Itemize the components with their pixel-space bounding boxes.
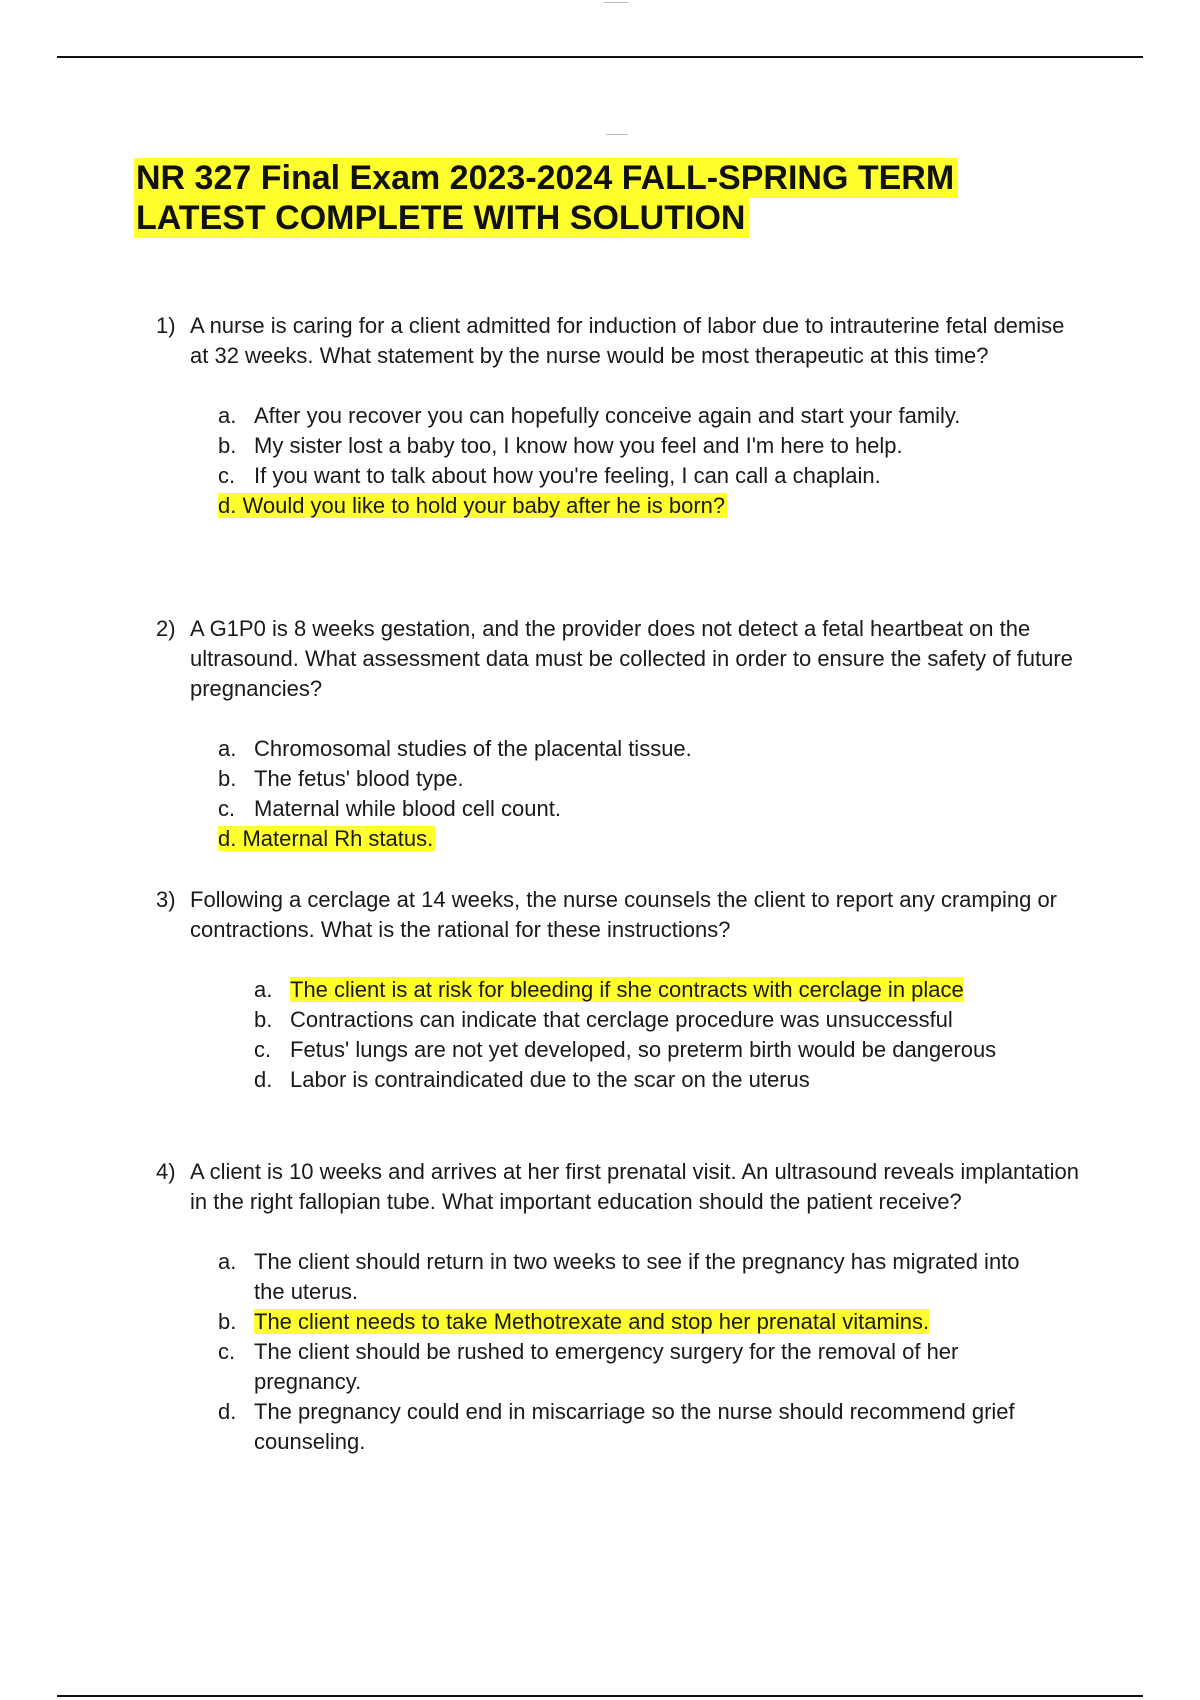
option-text: Maternal Rh status.: [242, 826, 434, 851]
option-text: If you want to talk about how you're feeling, I can call a chaplain.: [254, 463, 881, 488]
option-letter: c.: [254, 1037, 272, 1062]
answer-option: [218, 461, 1086, 491]
section-mark: [606, 134, 628, 135]
question-stem: [156, 614, 1086, 704]
answer-option: [254, 1005, 1086, 1035]
answer-highlight: [218, 826, 435, 851]
option-letter: b.: [218, 766, 237, 791]
option-letter: d.: [218, 1399, 237, 1424]
answer-highlight: [218, 493, 727, 518]
question-text: Following a cerclage at 14 weeks, the nurse counsels the client to report any cramping or contractions. What is the rational for these instructions?: [190, 887, 1058, 942]
question-text: A nurse is caring for a client admitted for induction of labor due to intrauterine fetal demise at 32 weeks. What statement by the nurse would be most therapeutic at this time?: [190, 313, 1065, 368]
option-text: Would you like to hold your baby after he is born?: [242, 493, 726, 518]
option-text: Contractions can indicate that cerclage procedure was unsuccessful: [290, 1007, 953, 1032]
option-text: Labor is contraindicated due to the scar on the uterus: [290, 1067, 810, 1092]
option-text: The client should be rushed to emergency surgery for the removal of her pregnancy.: [254, 1339, 959, 1394]
answer-option: [218, 401, 1086, 431]
question-text: A client is 10 weeks and arrives at her first prenatal visit. An ultrasound reveals implantation in the right fallopian tube. What important education should the patient receive?: [190, 1159, 1080, 1214]
option-text: The client needs to take Methotrexate and stop her prenatal vitamins.: [254, 1309, 930, 1334]
option-letter: b.: [218, 1309, 237, 1334]
correct-answer-option: [218, 1307, 1046, 1337]
option-text: Fetus' lungs are not yet developed, so preterm birth would be dangerous: [290, 1037, 997, 1062]
question-text: A G1P0 is 8 weeks gestation, and the provider does not detect a fetal heartbeat on the ultrasound. What assessment data must be collected in order to ensure the safety of future pregnancies?: [190, 616, 1073, 701]
document-title: [134, 158, 958, 238]
correct-answer-option: [218, 824, 1086, 854]
correct-answer-option: [218, 491, 1086, 521]
option-text: My sister lost a baby too, I know how you feel and I'm here to help.: [254, 433, 903, 458]
question-3: [156, 885, 1086, 1095]
answer-option: [218, 764, 1086, 794]
option-letter: d.: [218, 493, 237, 518]
answer-options: [218, 734, 1086, 854]
option-text: Maternal while blood cell count.: [254, 796, 561, 821]
header-mark: [604, 2, 628, 3]
question-number: 4): [156, 1159, 176, 1184]
option-letter: c.: [218, 463, 236, 488]
option-letter: c.: [218, 1339, 236, 1364]
correct-answer-option: [254, 975, 1086, 1005]
question-stem: [156, 311, 1086, 371]
answer-option: [218, 1337, 1046, 1397]
option-letter: c.: [218, 796, 236, 821]
option-letter: b.: [218, 433, 237, 458]
question-number: 1): [156, 313, 176, 338]
option-letter: a.: [218, 403, 237, 428]
option-text: Chromosomal studies of the placental tissue.: [254, 736, 692, 761]
answer-option: [254, 1035, 1086, 1065]
question-stem: [156, 885, 1086, 945]
option-text: The fetus' blood type.: [254, 766, 464, 791]
option-letter: a.: [218, 1249, 237, 1274]
bottom-divider: [57, 1695, 1143, 1697]
option-text: The pregnancy could end in miscarriage so the nurse should recommend grief counseling.: [254, 1399, 1015, 1454]
option-letter: b.: [254, 1007, 273, 1032]
option-text: The client should return in two weeks to see if the pregnancy has migrated into the uterus.: [254, 1249, 1020, 1304]
question-number: 2): [156, 616, 176, 641]
option-text: After you recover you can hopefully conceive again and start your family.: [254, 403, 961, 428]
question-number: 3): [156, 887, 176, 912]
answer-option: [218, 431, 1086, 461]
option-letter: a.: [254, 977, 273, 1002]
answer-option: [218, 794, 1086, 824]
question-4: [156, 1157, 1086, 1457]
answer-options: [218, 1247, 1046, 1457]
answer-option: [218, 734, 1086, 764]
option-text: The client is at risk for bleeding if she contracts with cerclage in place: [290, 977, 964, 1002]
answer-options: [218, 401, 1086, 521]
option-letter: d.: [218, 826, 237, 851]
answer-option: [254, 1065, 1086, 1095]
answer-options: [254, 975, 1086, 1095]
option-letter: d.: [254, 1067, 273, 1092]
answer-option: [218, 1397, 1046, 1457]
title-line: LATEST COMPLETE WITH SOLUTION: [134, 198, 749, 238]
option-letter: a.: [218, 736, 237, 761]
title-line: NR 327 Final Exam 2023-2024 FALL-SPRING TERM: [134, 158, 958, 198]
answer-option: [218, 1247, 1046, 1307]
top-divider: [57, 56, 1143, 58]
question-stem: [156, 1157, 1086, 1217]
question-1: [156, 311, 1086, 521]
question-2: [156, 614, 1086, 854]
